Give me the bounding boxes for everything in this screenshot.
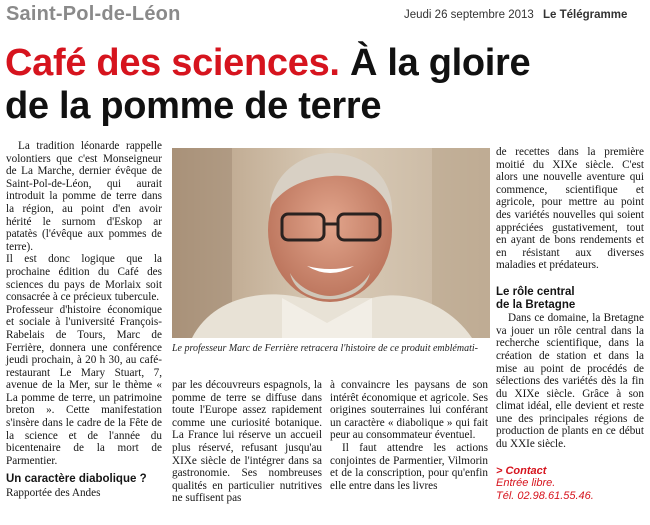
headline [5,42,530,128]
article-column-3 [330,379,488,492]
article-column-2 [172,379,322,505]
photo-caption: Le professeur Marc de Ferrière retracera l'histoire de ce produit emblémati- [172,343,478,354]
paragraph: Il est donc logique que la prochaine édition du Café des sciences du pays de Morlaix soit consacrée à ce précieux tubercule. [6,253,162,304]
paragraph: La tradition léonarde rappelle volontiers que c'est Monseigneur de La Marche, dernier évêque de Saint-Pol-de-Léon, qui aurait introduit la pomme de terre dans la région, au point d'en avoir hérité le surnom d'Eskop ar patatès (l'évêque aux pommes de terre). [6,140,162,253]
portrait-illustration [172,148,490,338]
article-column-4 [496,146,644,502]
paragraph: Il faut attendre les actions conjointes de Parmentier, Vilmorin et de la conscription, pour qu'enfin elle entre dans les livres [330,441,488,492]
publication-date: Jeudi 26 septembre 2013 [404,9,534,21]
subheading [496,286,644,311]
portrait-photo [172,148,490,338]
contact-entry: Entrée libre. [496,477,556,490]
headline-line2: de la pomme de terre [5,85,382,127]
article-column-1 [6,140,162,500]
paragraph: Rapportée des Andes [6,487,101,500]
paragraph: Professeur d'histoire économique et sociale à l'université François-Rabelais de Tours, Marc de Ferrière, donnera une conférence jeudi prochain, à 20 h 30, au café-restaurant Le Mary Stuart, 7, avenue de la Mer, sur le thème « La pomme de terre, un patrimoine breton ». Cette manifestation s'insère dans le cadre de la Fête de la science et de l'année du bicentenaire de la mort de Parmentier. [6,303,162,467]
headline-lead: Café des sciences. [5,42,340,84]
dateline [404,9,627,21]
paragraph: Dans ce domaine, la Bretagne va jouer un rôle central dans la recherche scientifique, dans la création de station et dans la mise au point de procédés de sélections des variétés dès la fin du XIXe siècle. Grâce à son climat idéal, elle devient et reste une des principales régions de production de plants en ce début du XXIe siècle. [496,312,644,451]
subheading-line: de la Bretagne [496,298,576,311]
newspaper-name: Le Télégramme [543,9,628,21]
contact-label: Contact [505,464,547,477]
paragraph: par les découvreurs espagnols, la pomme de terre se diffuse dans toute l'Europe assez rapidement comme une curiosité botanique. La France lui réserve un accueil plus réservé, refusant jusqu'au XIXe siècle de l'intégrer dans sa gastronomie. Ses nombreuses qualités en particulier nutritives ne suffisent pas [172,379,322,505]
paragraph: de recettes dans la première moitié du XIXe siècle. C'est alors une nouvelle aventure qui commence, scientifique et agricole, pour mettre au point des variétés nouvelles qui soient appréciées gustativement, tout en ayant de bons rendements et en résistant aux diverses maladies et prédateurs. [496,146,644,272]
subheading-line: Le rôle central [496,285,575,298]
contact-block: > Contact Entrée libre. Tél. 02.98.61.55.46. [496,465,644,503]
city-name: Saint-Pol-de-Léon [6,3,181,25]
subheading: Un caractère diabolique ? [6,473,147,486]
contact-phone: Tél. 02.98.61.55.46. [496,489,594,502]
paragraph: à convaincre les paysans de son intérêt économique et agricole. Ses origines souterraines lui conférant un caractère « diabolique » qui fait peur au consommateur éventuel. [330,379,488,442]
headline-rest: À la gloire [349,42,531,84]
